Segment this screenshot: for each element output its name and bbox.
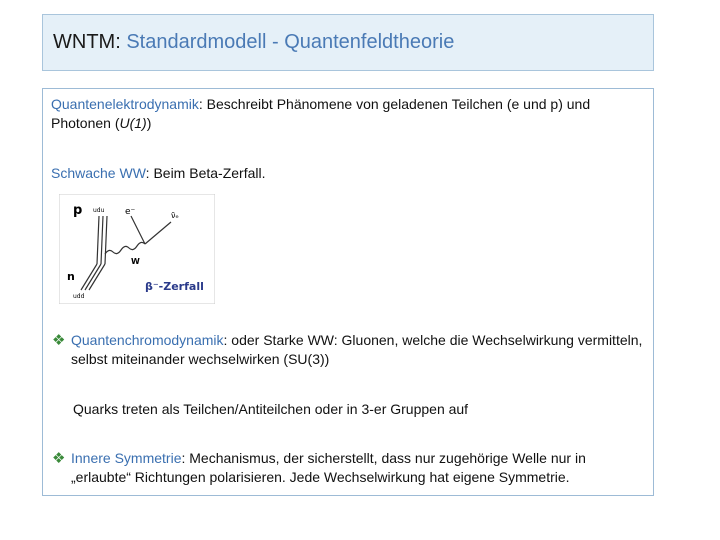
label-p: p (73, 203, 83, 218)
qcd-term: Quantenchromodynamik (71, 332, 224, 348)
weak-text: : Beim Beta-Zerfall. (145, 165, 266, 181)
title-text: Standardmodell - Quantenfeldtheorie (126, 31, 455, 53)
beta-decay-diagram (59, 194, 215, 304)
quarks-paragraph: Quarks treten als Teilchen/Antiteilchen oder in 3-er Gruppen auf (73, 401, 469, 417)
diagram-caption: β⁻-Zerfall (145, 280, 204, 293)
qed-text-end: ) (146, 115, 152, 131)
title-prefix: WNTM: (53, 31, 121, 53)
qed-term: Quantenelektrodynamik (51, 96, 199, 112)
label-udu: udu (93, 207, 105, 214)
content-box (42, 88, 654, 496)
qcd-paragraph (71, 331, 647, 369)
label-n: n (67, 270, 75, 283)
weak-paragraph (51, 164, 647, 183)
qed-text: : Beschreibt Phänomene von geladenen Teilchen (e und p) und Photonen ( (51, 96, 591, 131)
qed-paragraph (51, 95, 647, 133)
bullet-diamond-icon: ❖ (52, 332, 66, 349)
bullet-diamond-icon: ❖ (52, 450, 66, 467)
qcd-text: : oder Starke WW: Gluonen, welche die Wechselwirkung vermitteln, selbst miteinander wechselwirken (SU(3)) (71, 332, 643, 367)
label-antineutrino: ν̄ₑ (171, 211, 179, 220)
symmetry-text: : Mechanismus, der sicherstellt, dass nur zugehörige Welle nur in „erlaubte“ Richtungen polarisieren. Jede Wechselwirkung hat eigene Symmetrie. (71, 450, 586, 485)
label-udd: udd (73, 293, 85, 300)
qed-group: U(1) (119, 115, 147, 131)
label-w: W (131, 257, 140, 266)
symmetry-paragraph (71, 449, 647, 487)
weak-term: Schwache WW (51, 165, 146, 181)
label-electron: e⁻ (125, 207, 136, 217)
symmetry-term: Innere Symmetrie (71, 450, 182, 466)
slide-title (42, 14, 654, 71)
